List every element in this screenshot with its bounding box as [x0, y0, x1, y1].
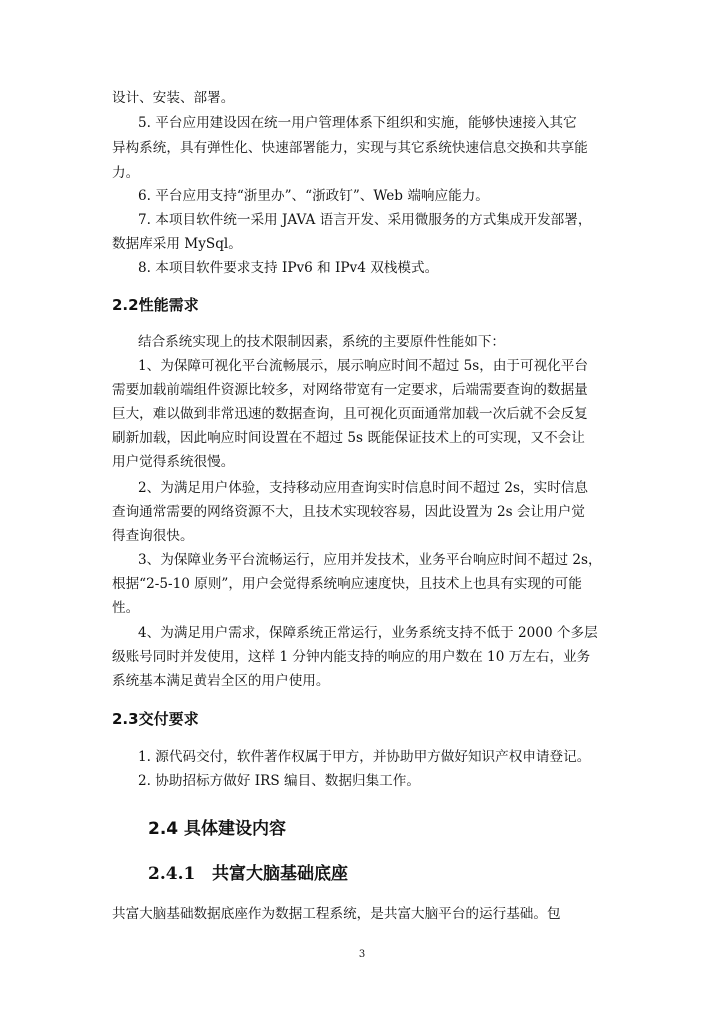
text-line: 共富大脑基础数据底座作为数据工程系统，是共富大脑平台的运行基础。包	[112, 906, 561, 922]
text-line: 1、为保障可视化平台流畅展示，展示响应时间不超过 5s，由于可视化平台	[138, 358, 588, 374]
text-line: 需要加载前端组件资源比较多，对网络带宽有一定要求，后端需要查询的数据量	[112, 382, 588, 398]
text-line: 8. 本项目软件要求支持 IPv6 和 IPv4 双栈模式。	[138, 260, 439, 276]
text-line: 用户觉得系统很慢。	[112, 454, 235, 470]
text-line: 巨大，难以做到非常迅速的数据查询，且可视化页面通常加载一次后就不会反复	[112, 406, 588, 422]
text-line: 7. 本项目软件统一采用 JAVA 语言开发、采用微服务的方式集成开发部署，	[138, 212, 592, 228]
text-line: 4、为满足用户需求，保障系统正常运行，业务系统支持不低于 2000 个多层	[138, 625, 598, 641]
text-line: 结合系统实现上的技术限制因素，系统的主要原件性能如下：	[138, 334, 506, 350]
section-number: 2.4.1	[148, 864, 196, 884]
text-line: 异构系统，具有弹性化、快速部署能力，实现与其它系统快速信息交换和共享能	[112, 140, 588, 156]
section-heading-2-4-1	[148, 862, 348, 886]
list-item: 1. 源代码交付，软件著作权属于甲方，并协助甲方做好知识产权申请登记。	[138, 749, 591, 765]
text-line: 力。	[112, 165, 140, 181]
text-line: 设计、安装、部署。	[112, 90, 235, 106]
section-heading-2-2: 2.2性能需求	[112, 296, 199, 314]
text-line: 得查询很快。	[112, 528, 194, 544]
list-item: 2. 协助招标方做好 IRS 编目、数据归集工作。	[138, 773, 420, 789]
text-line: 数据库采用 MySql。	[112, 236, 242, 252]
text-line: 根据“2-5-10 原则”，用户会觉得系统响应速度快，且技术上也具有实现的可能	[112, 576, 582, 592]
text-line: 3、为保障业务平台流畅运行，应用并发技术，业务平台响应时间不超过 2s，	[138, 552, 602, 568]
page-number: 3	[358, 949, 366, 960]
text-line: 5. 平台应用建设因在统一用户管理体系下组织和实施，能够快速接入其它	[138, 115, 577, 131]
text-line: 级账号同时并发使用，这样 1 分钟内能支持的响应的用户数在 10 万左右，业务	[112, 649, 591, 665]
text-line: 性。	[112, 600, 140, 616]
section-heading-2-3: 2.3交付要求	[112, 710, 199, 728]
text-line: 2、为满足用户体验，支持移动应用查询实时信息时间不超过 2s，实时信息	[138, 480, 588, 496]
section-title: 共富大脑基础底座	[212, 864, 348, 884]
section-heading-2-4: 2.4 具体建设内容	[148, 819, 287, 839]
text-line: 系统基本满足黄岩全区的用户使用。	[112, 673, 330, 689]
text-line: 刷新加载，因此响应时间设置在不超过 5s 既能保证技术上的可实现，又不会让	[112, 430, 585, 446]
text-line: 查询通常需要的网络资源不大，且技术实现较容易，因此设置为 2s 会让用户觉	[112, 504, 585, 520]
text-line: 6. 平台应用支持“浙里办”、“浙政钉”、Web 端响应能力。	[138, 188, 489, 204]
